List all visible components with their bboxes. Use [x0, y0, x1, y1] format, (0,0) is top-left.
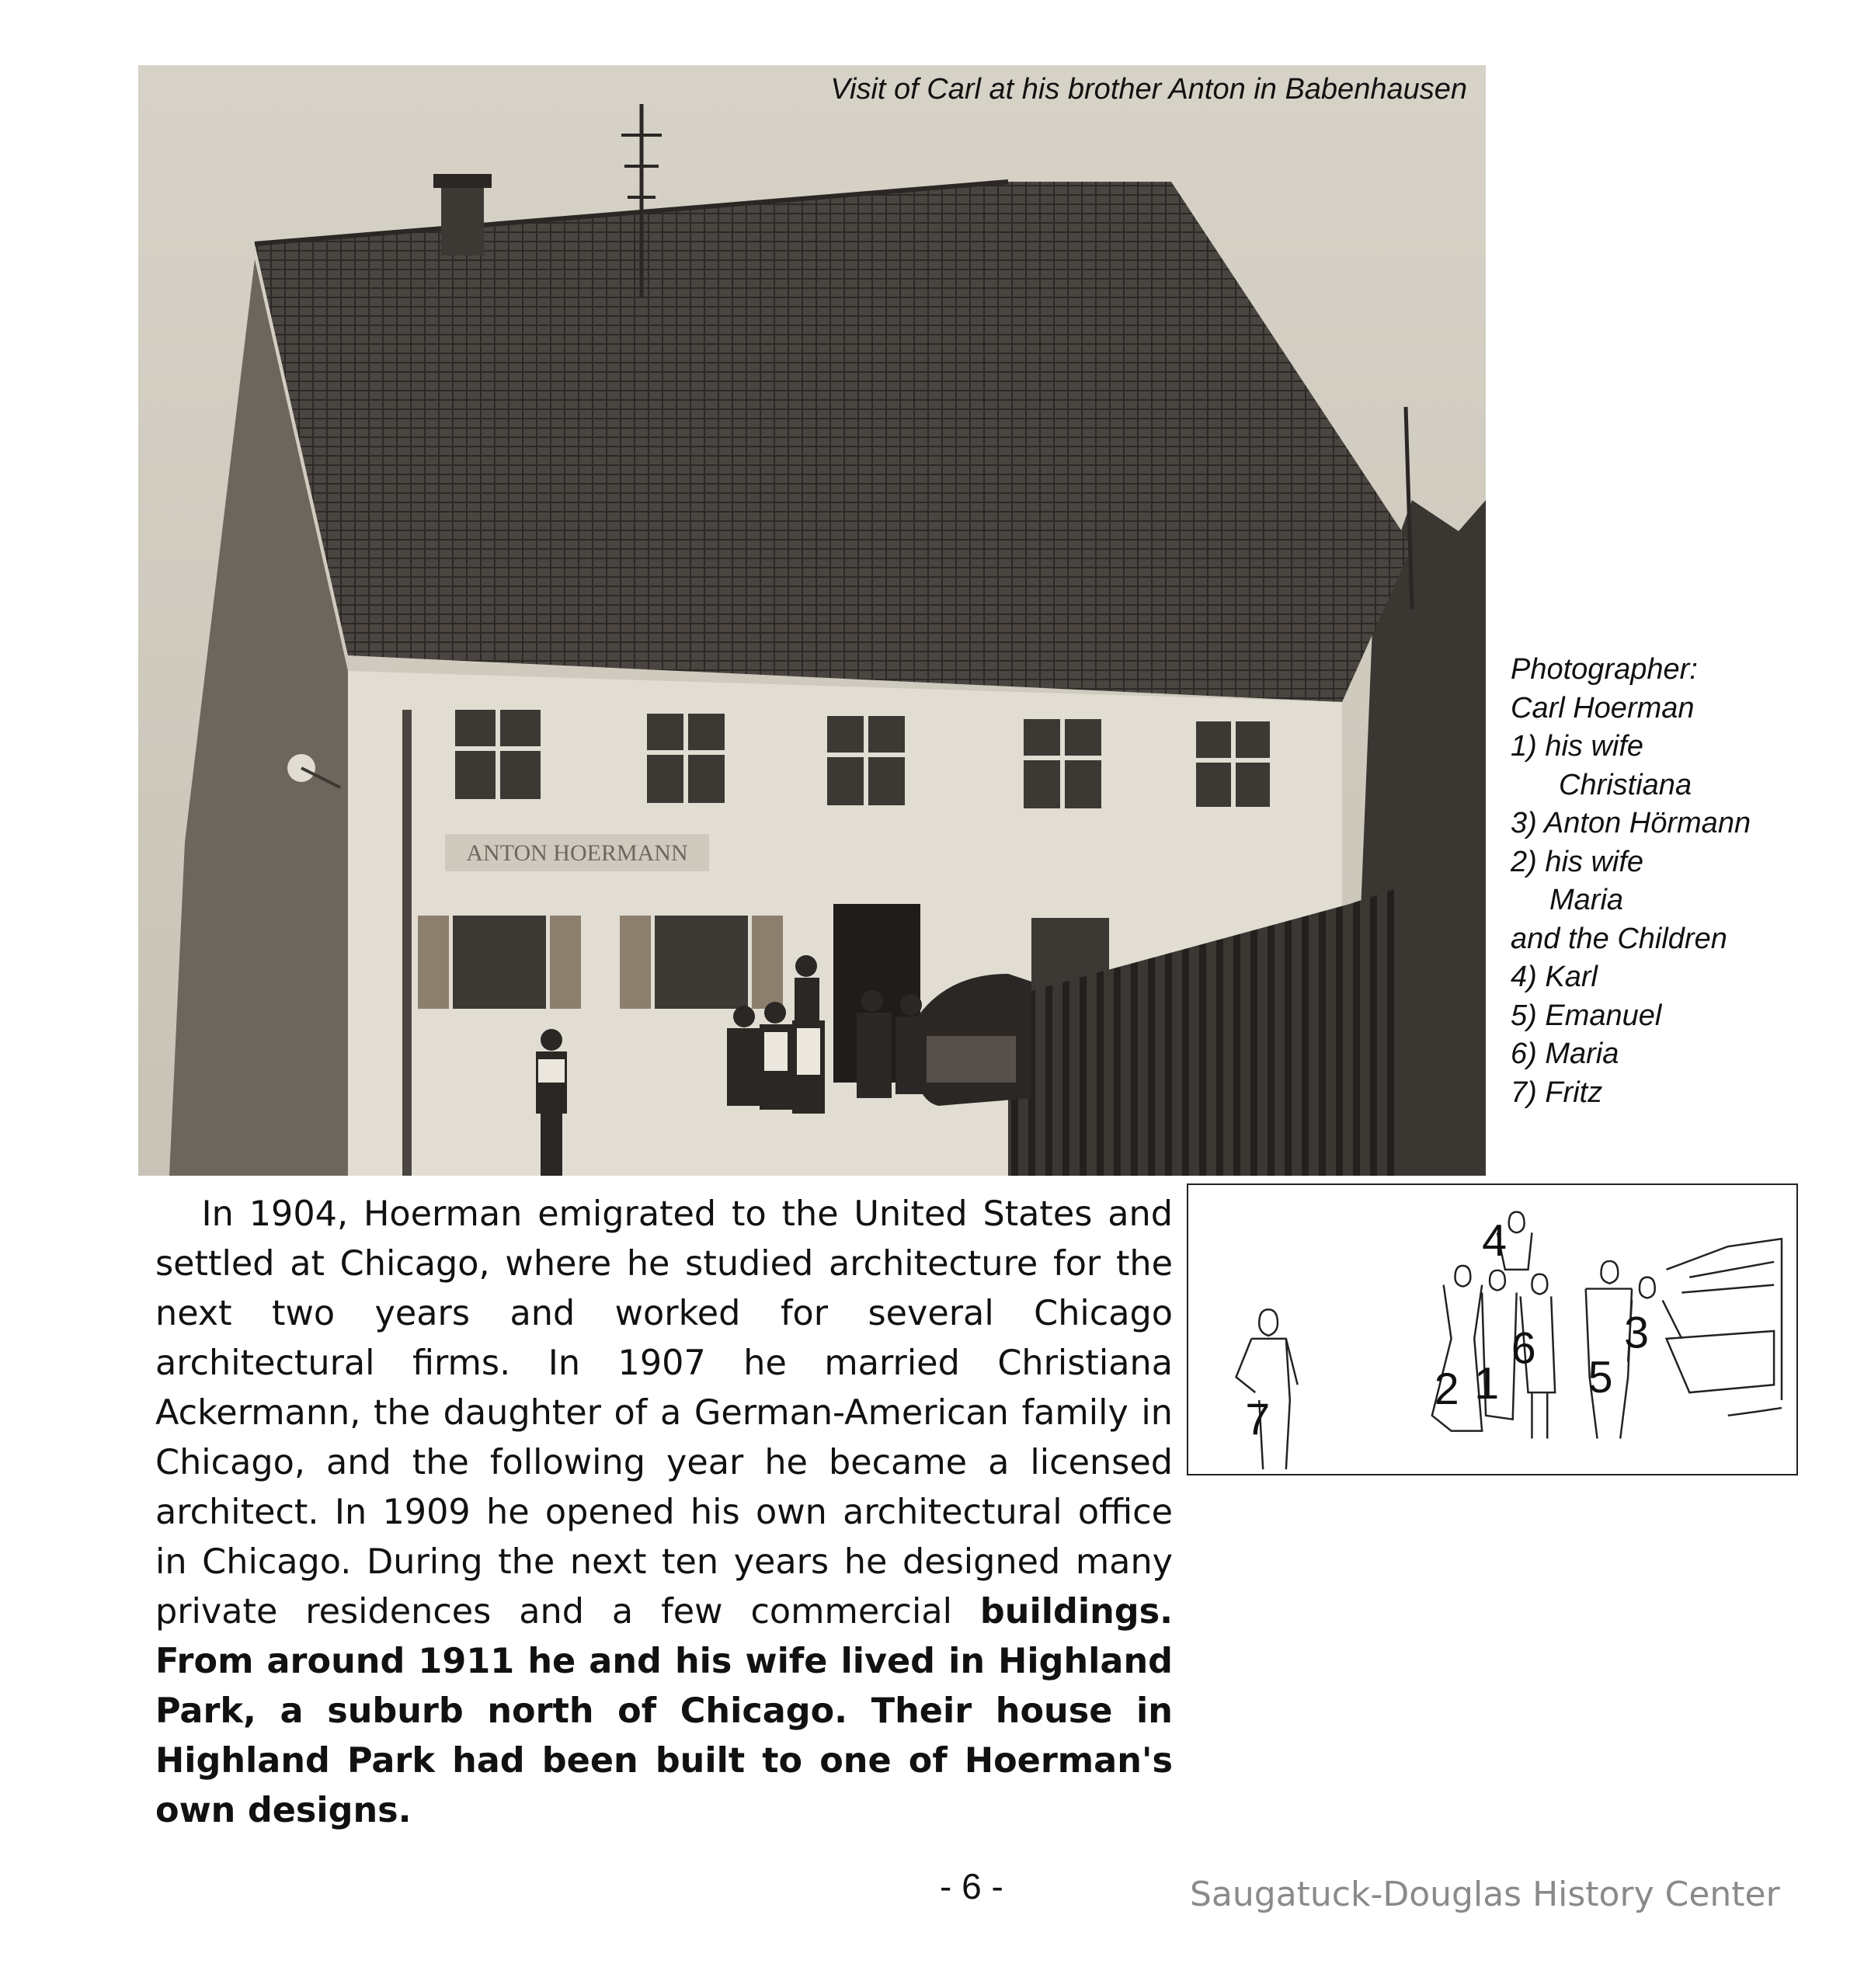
- legend-line: and the Children: [1511, 922, 1727, 955]
- photo-caption: Visit of Carl at his brother Anton in Babenhausen: [830, 73, 1467, 106]
- key-label-6: 6: [1511, 1323, 1536, 1374]
- key-label-7: 7: [1245, 1395, 1271, 1445]
- key-label-1: 1: [1474, 1359, 1500, 1409]
- legend-line: 5) Emanuel: [1511, 999, 1662, 1032]
- photo-legend: [1511, 651, 1837, 1112]
- body-text-regular: In 1904, Hoerman emigrated to the United States and settled at Chicago, where he studied architecture for the next two years and worked for several Chicago architectural firms. In 1907 he married Christiana Ackermann, the daughter of a German-American family in Chicago, and the following year he became a licensed architect. In 1909 he opened his own architectural office in Chicago. During the next ten years he designed many private residences and a few commercial: [155, 1194, 1174, 1632]
- legend-line: 4) Karl: [1511, 961, 1598, 993]
- legend-line: 1) his wife: [1511, 730, 1644, 763]
- legend-line: Maria: [1549, 884, 1624, 916]
- key-label-5: 5: [1588, 1353, 1613, 1403]
- body-text-bold: buildings. From around 1911 he and his wife lived in Highland Park, a suburb north of Chicago. Their house in Highland Park had been built to one of Hoerman's own designs.: [155, 1592, 1173, 1830]
- legend-line: 7) Fritz: [1511, 1076, 1603, 1109]
- key-sketch: [1188, 1185, 1796, 1474]
- source-watermark: Saugatuck-Douglas History Center: [1190, 1875, 1780, 1914]
- legend-line: Carl Hoerman: [1511, 691, 1695, 725]
- key-label-4: 4: [1482, 1216, 1508, 1267]
- key-label-2: 2: [1434, 1364, 1459, 1414]
- body-paragraph: [155, 1190, 1173, 1836]
- legend-line: 3) Anton Hörmann: [1511, 807, 1751, 839]
- legend-line: Christiana: [1559, 768, 1692, 801]
- legend-line: 6) Maria: [1511, 1037, 1619, 1070]
- house-photograph: [138, 65, 1486, 1176]
- house-photo-illustration: [138, 65, 1486, 1176]
- house-sign-text: ANTON HOERMANN: [466, 840, 688, 866]
- people-key-diagram: [1187, 1183, 1798, 1475]
- legend-line: Photographer:: [1511, 653, 1698, 686]
- legend-line: 2) his wife: [1511, 845, 1644, 878]
- key-label-3: 3: [1624, 1308, 1650, 1358]
- page-number: - 6 -: [940, 1866, 1003, 1906]
